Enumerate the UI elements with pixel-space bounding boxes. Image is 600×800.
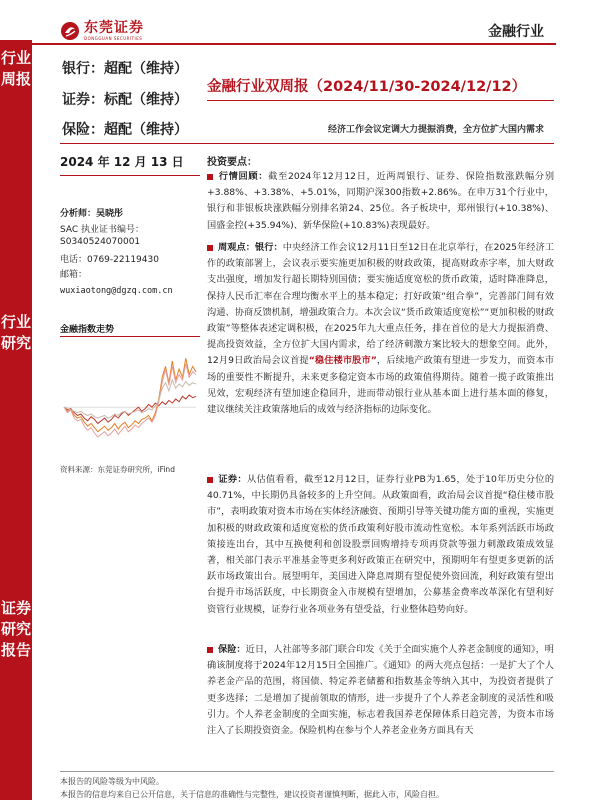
logo-icon — [60, 21, 80, 41]
p2-lead: 周观点：银行： — [218, 242, 283, 253]
bullet-icon — [207, 647, 213, 653]
p3-body: 从估值看看，截至12月12日，证券行业PB为1.65，处于10年历史分位的40.71%，中长期仍具备较多的上升空间。从政策面看，政治局会议首提“稳住楼市股市”，表明政策对资本市场在实体经济融资、预期引导等关键功能方面的重视，实施更加积极的财政政策和适度宽松的货币政策利好股市流动性宽松。本年系列活跃市场政策接连出台，其中互换便利和创设股票回购增持专项再贷款等强力刺激政策成效显著，相关部门表示平准基金等更多利好政策正在研究中，预期明年有望更多更新的活跃市场政策出台。展望明年，美国进入降息周期有望促使外资回流，利好政策有望出台提升市场活跃度，中长期资金入市规模有望增加，公募基金费率改革深化有望利好资管行业规模，证券行业各项业务有望受益，行业整体趋势向好。 — [207, 474, 555, 615]
header-rule — [0, 43, 556, 45]
date-rule — [60, 175, 200, 176]
subtitle-rule — [60, 143, 554, 144]
logo-text-en: DONGGUAN SECURITIES — [84, 36, 143, 41]
chart-title: 金融指数走势 — [60, 325, 115, 335]
paragraph-insurance-view — [207, 642, 554, 739]
chart-source: 资料来源：东莞证券研究所，iFind — [60, 465, 175, 474]
report-subtitle: 经济工作会议定调大力提振消费，全方位扩大国内需求 — [327, 125, 544, 135]
analyst-sac-number: S0340524070001 — [60, 237, 141, 247]
p1-body: 截至2024年12月12日，近两周银行、证券、保险指数涨跌幅分别+3.88%、+3.38%、+5.01%，同期沪深300指数+2.86%。在申万31个行业中，银行和非银板块涨跌幅分别排名第24、25位。各子板块中，郑州银行(+10.38%)、国盛金控(+35.94%)、新华保险(+10.83%)表现最好。 — [207, 171, 555, 231]
p1-lead: 行情回顾： — [218, 171, 269, 182]
report-title: 金融行业双周报（2024/11/30-2024/12/12） — [207, 79, 527, 95]
analyst-email-label: 邮箱： — [60, 270, 88, 280]
analyst-phone: 电话：0769-22119430 — [60, 255, 159, 265]
sidebar — [0, 40, 32, 800]
analyst-sac-label: SAC 执业证书编号： — [60, 225, 145, 235]
title-rule — [207, 100, 554, 101]
paragraph-market-review — [207, 169, 554, 234]
p3-lead: 证券： — [218, 474, 247, 485]
bullet-icon — [207, 174, 213, 180]
sidebar-label-report: 证券研究报告 — [0, 599, 31, 659]
footer-rule — [60, 771, 554, 772]
p2-highlight: “稳住楼市股市” — [308, 355, 377, 367]
chart-series-1 — [64, 395, 196, 424]
rating-bank: 银行：超配（维持） — [62, 61, 188, 77]
industry-label: 金融行业 — [488, 24, 544, 40]
footer-risk: 本报告的风险等级为中风险。 — [60, 777, 164, 786]
report-date: 2024 年 12 月 13 日 — [60, 155, 184, 169]
p2-body-a: 中央经济工作会议12月11日至12日在北京举行，在2025年经济工作的政策部署上，会议表示要实施更加积极的财政政策，提高财政赤字率，加大财政支出强度，增加发行超长期特别国债；要实施适度宽松的货币政策，适时降准降息，保持人民币汇率在合理均衡水平上的基本稳定；打好政策“组合拳”，完善部门间有效沟通、协商反馈机制，增强政策合力。本次会议“货币政策适度宽松”“更加积极的财政政策”等整体表述定调积极，在2025年九大重点任务，排在首位的是大力提振消费、提高投资效益，全方位扩大国内需求，给了经济刺激方案比较大的想象空间。此外，12月9日政治局会议首提 — [207, 242, 555, 367]
sidebar-label-research: 行业研究 — [0, 313, 31, 352]
analyst-name: 分析师：吴晓彤 — [60, 209, 124, 219]
rating-securities: 证券：标配（维持） — [62, 92, 188, 108]
p4-lead: 保险： — [218, 644, 246, 655]
logo-text-cn: 东莞证券 — [84, 20, 144, 36]
paragraph-bank-view — [207, 240, 554, 418]
chart-series-2 — [64, 358, 196, 432]
chart-rule — [60, 336, 200, 337]
index-chart — [60, 340, 200, 458]
analyst-email: wuxiaotong@dgzq.com.cn — [60, 286, 173, 296]
footer-disclaimer: 本报告的信息均来自已公开信息，关于信息的准确性与完整性，建议投资者谨慎判断，据此入市，风险自担。 — [60, 790, 444, 799]
company-logo — [60, 20, 144, 42]
p2-body-b: ，后续地产政策有望进一步发力，而资本市场的重要性不断提升，未来更多稳定资本市场的政策值得期待。随着一揽子政策推出见效，宏观经济有望加速企稳回升，进而带动银行业从基本面上进行基本面的修复，建议继续关注政策落地后的成效与经济指标的边际变化。 — [207, 355, 555, 416]
paragraph-securities-view — [207, 472, 554, 618]
bullet-icon — [207, 245, 213, 251]
p4-body: 近日，人社部等多部门联合印发《关于全面实施个人养老金制度的通知》，明确该制度将于2024年12月15日全国推广。《通知》的两大亮点包括：一是扩大了个人养老金产品的范围，将国债、特定养老储蓄和指数基金等纳入其中，为投资者提供了更多选择；二是增加了提前领取的情形，进一步提升了个人养老金制度的灵活性和吸引力。个人养老金制度的全面实施，标志着我国养老保障体系日趋完善，为资本市场注入了长期投资资金。保险机构在参与个人养老金业务方面具有天 — [207, 644, 554, 737]
rating-insurance: 保险：超配（维持） — [62, 122, 188, 138]
points-title: 投资要点： — [207, 157, 257, 168]
sidebar-label-weekly: 行业周报 — [0, 49, 31, 88]
bullet-icon — [207, 477, 213, 483]
